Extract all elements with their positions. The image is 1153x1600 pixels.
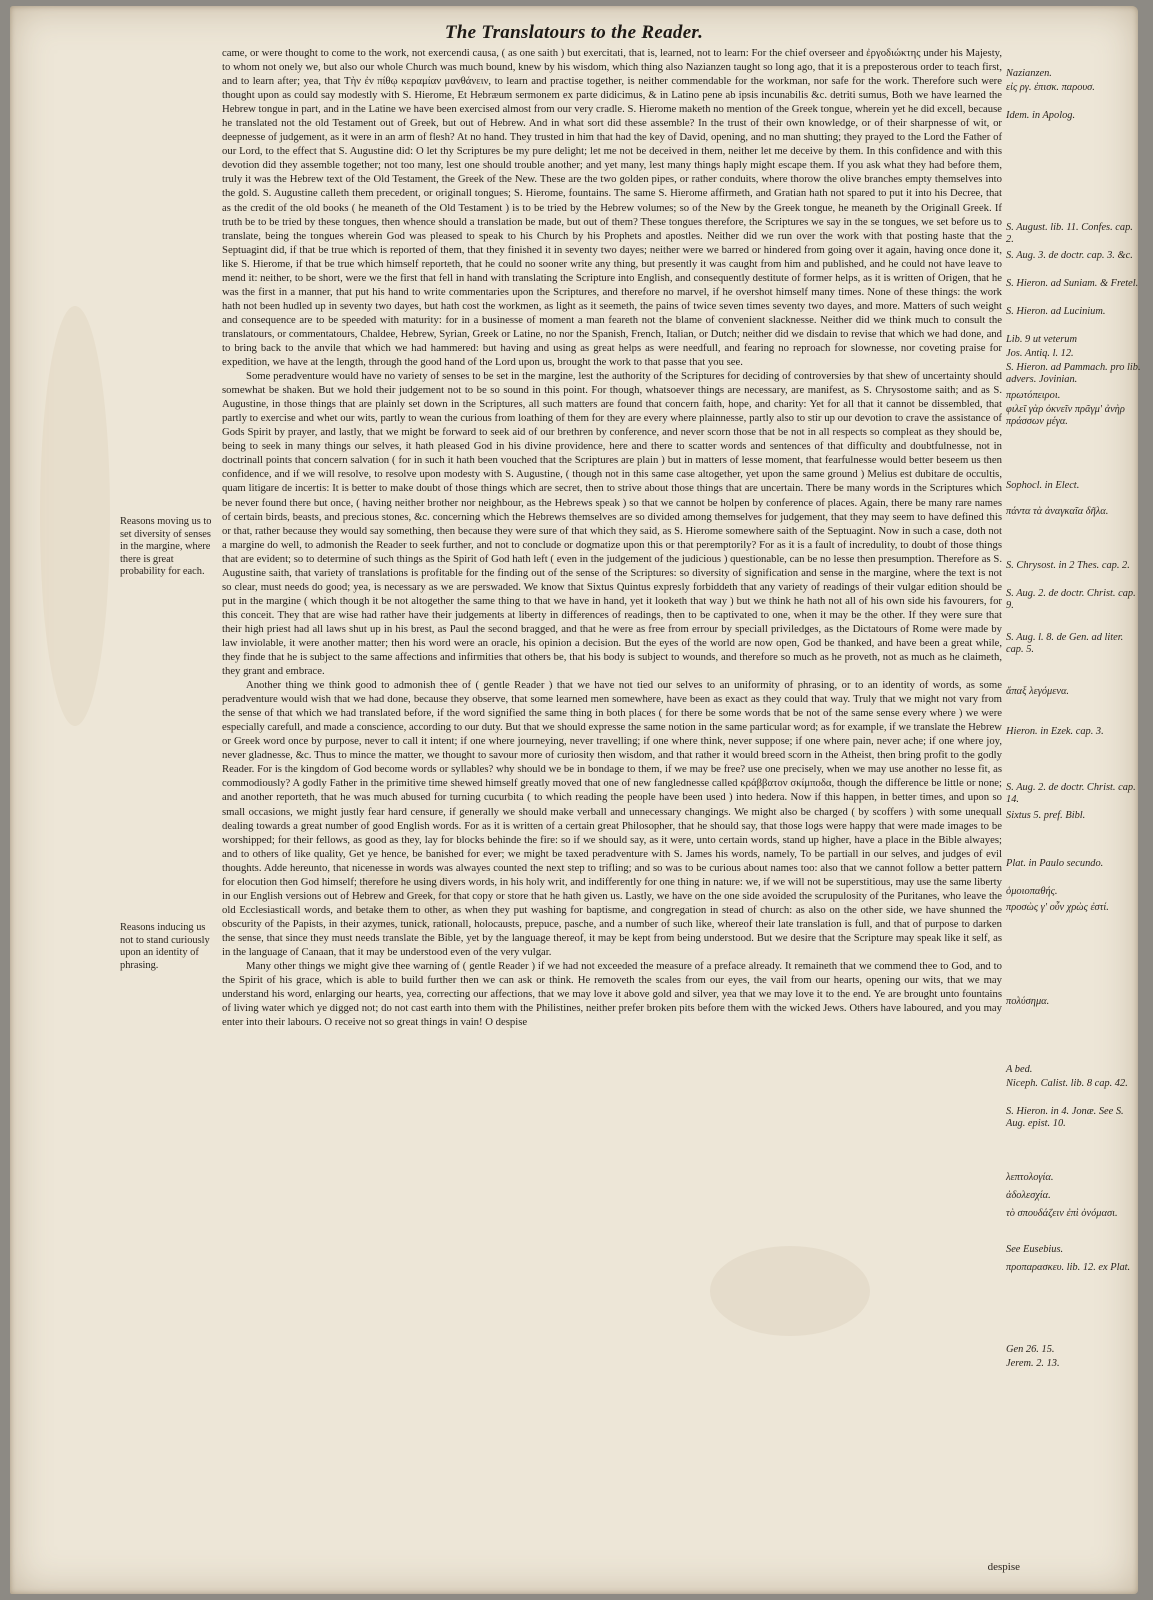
paragraph-1: came, or were thought to come to the work, not exercendi causa, ( as one saith ) but exercitati, that is, learned, not to learn: For the chief overseer and ἐργοδιώκτης under his Majesty, to whom not onely we, but also our whole Church was much bound, knew by his wisdom, which thing also Nazianzen taught so long ago, that it is a preposterous order to teach first, and to learn after; yea, that Τὴν ἐν πίθῳ κεραμίαν μανθάνειν, to learn and practise together, is neither commendable for the workman, nor safe for the work. Therefore such were thought upon as could say modestly with S. Hierome, Et Hebræum sermonem ex parte didicimus, & in Latino pene ab ipsis incunabilis &c. detriti sumus, Both we have learned the Hebrew tongue in part, and in the Latine we have been exercised almost from our very cradle. S. Hierome maketh no mention of the Greek tongue, wherein yet he did excell, because he translated not the old Testament out of Greek, but out of Hebrew. And in what sort did these assemble? In the trust of their own knowledge, or of their sharpnesse of wit, or deepnesse of judgement, as it were in an arm of flesh? At no hand. They trusted in him that had the key of David, opening, and no man shutting; they prayed to the Lord the Father of our Lord, to the effect that S. Augustine did: O let thy Scriptures be my pure delight; let me not be deceived in them, neither let me deceive by them. In this confidence and with this devotion did they assemble together; not too many, lest one should trouble another; and yet many, lest many things haply might escape them. If you ask what they had before them, truly it was the Hebrew text of the Old Testament, the Greek of the New. These are the two golden pipes, or rather conduits, where thorow the olive branches empty themselves into the gold. S. Augustine calleth them precedent, or originall tongues; S. Hierome, fountains. The same S. Hierome affirmeth, and Gratian hath not spared to put it into his Decree, that as the credit of the old books ( he meaneth of the Old Testament ) is to be tried by the Hebrew volumes; so of the New by the Greek tongue, he meaneth by the Originall Greek. If truth be to be tried by these tongues, then whence should a translation be made, but out of them? These tongues therefore, the Scriptures we say in the se tongues, we set before us to translate, being the tongues wherein God was pleased to speak to his Church by his Prophets and apostles. Neither did we run over the work with that posting haste that the Septuagint did, if that be true which is reported of them, that they finished it in seventy two dayes; neither were we barred or hindered from going over it again, having once done it, like S. Hierome, if that be true which himself reporteth, that he could no sooner write any thing, but presently it was caught from him and published, and he could not have leave to mend it: neither, to be short, were we the first that fell in hand with translating the Scripture into English, and consequently destitute of former helps, as it is written of Origen, that he was the first in a manner, that put his hand to write commentaries upon the Scriptures, and therefore no marvel, if he overshot himself many times. None of these things: the work hath not been hudled up in seventy two dayes, but hath cost the workmen, as light as it seemeth, the pains of twice seven times seventy two dayes, and more. Matters of such weight and consequence are to be speeded with maturity: for in a businesse of moment a man feareth not the blame of convenient slacknesse. Neither did we think much to consult the translatours, or commentatours, Chaldee, Hebrew, Syrian, Greek or Latine, no nor the Spanish, French, Italian, or Dutch; neither did we disdain to revise that which we had done, and to bring back to the anvile that which we had hammered: but having and using as great helps as were needfull, and fearing no reproach for slownesse, nor coveting praise for expedition, we have at the length, through the good hand of the Lord upon us, brought the work to that passe that you see. — [222, 47, 1002, 369]
margin-note: S. Aug. 2. de doctr. Christ. cap. 9. — [1006, 588, 1136, 612]
margin-note: ἅπαξ λεγόμενα. — [1006, 686, 1070, 697]
margin-note: Niceph. Calist. lib. 8 cap. 42. — [1006, 1078, 1128, 1089]
margin-note: See Eusebius. — [1006, 1244, 1064, 1255]
margin-note: Idem. in Apolog. — [1006, 110, 1076, 121]
margin-note: A bed. — [1006, 1064, 1033, 1075]
margin-note: φιλεῖ γὰρ ὀκνεῖν πρᾶγμ' ἀνὴρ πράσσων μέγα. — [1006, 404, 1125, 428]
margin-note: προπαρασκευ. lib. 12. ex Plat. — [1006, 1262, 1131, 1273]
running-head: The Translatours to the Reader. — [444, 22, 704, 43]
left-margin-note-diversity-of-senses: Reasons moving us to set diversity of senses in the margine, where there is great probability for each. — [120, 516, 212, 578]
margin-note: Lib. 9 ut veterum — [1006, 334, 1077, 345]
margin-note: Jos. Antiq. l. 12. — [1006, 348, 1074, 359]
margin-note: S. Chrysost. in 2 Thes. cap. 2. — [1006, 560, 1130, 571]
margin-note: ὁμοιοπαθής. — [1006, 886, 1058, 897]
margin-note: S. Hieron. in 4. Jonæ. See S. Aug. epist. 10. — [1006, 1106, 1124, 1130]
paragraph-2: Some peradventure would have no variety of senses to be set in the margine, lest the authority of the Scriptures for deciding of controversies by that shew of uncertainty should somewhat be shaken. But we hold their judgement not to be so sound in this point. For though, whatsoever things are necessary, are manifest, as S. Chrysostome saith; and as S. Augustine, in those things that are plainly set down in the Scriptures, all such matters are found that concern faith, hope, and charity: Yet for all that it cannot be dissembled, that partly to exercise and whet our wits, partly to wean the curious from loathing of them for they are every where plainnesse, partly also to stir up our devotion to crave the assistance of Gods Spirit by prayer, and lastly, that we might be forward to seek aid of our brethren by conference, and never scorn those that be not in all respects so compleat as they should be, being to seek in many things our selves, it hath pleased God in his divine providence, here and there to scatter words and sentences of that difficulty and doubtfulnesse, not in doctrinall points that concern salvation ( for in such it hath been vouched that the Scriptures are plain ) but in matters of lesse moment, that fearfulnesse would better beseem us then confidence, and if we will resolve, to resolve upon modesty with S. Augustine, ( though not in this same case altogether, yet upon the same ground ) Melius est dubitare de occultis, quam litigare de incertis: It is better to make doubt of those things which are secret, then to strive about those things that are uncertain. There be many words in the Scriptures which be never found there but once, ( having neither brother nor neighbour, as the Hebrews speak ) so that we cannot be holpen by conference of places. Again, there be many rare names of certain birds, beasts, and precious stones, &c. concerning which the Hebrews themselves are so divided among themselves for judgement, that they may seem to have defined this or that, rather because they would say something, then because they were sure of that which they said, as S. Hierome somewhere saith of the Septuagint. Now in such a case, doth not a margine do well, to admonish the Reader to seek further, and not to conclude or dogmatize upon this or that peremptorily? For as it is a fault of incredulity, to doubt of those things that are evident; so to determine of such things as the Spirit of God hath left ( even in the judgement of the judicious ) questionable, can be no lesse then presumption. Therefore as S. Augustine saith, that variety of translations is profitable for the finding out of the sense of the Scriptures: so diversity of signification and sense in the margine, where the text is not so clear, must needs do good; yea, is necessary as we are perswaded. We know that Sixtus Quintus expresly forbiddeth that any variety of readings of their vulgar edition should be put in the margine ( which though it be not altogether the same thing to that we have in hand, yet it looketh that way ) but we think he hath not all of his own side his favourers, for this conceit. They that are wise had rather have their judgements at liberty in differences of readings, then to be captivated to one, when it may be the other. If they were sure that their high priest had all laws shut up in his brest, as Paul the second bragged, and that he were as free from errour by speciall priviledges, as the Dictatours of Rome were made by law inviolable, it were another matter; then his word were an oracle, his opinion a decision. But the eyes of the world are now open, God be thanked, and have been a great while, they finde that he is subject to the same affections and infirmities that others be, that his body is subject to wounds, and therefore so much as he proveth, not as much as he claimeth, they grant and embrace. — [222, 370, 1002, 678]
margin-note: λεπτολογία. — [1006, 1172, 1054, 1183]
left-margin-note-identity-of-phrasing: Reasons inducing us not to stand curiously upon an identity of phrasing. — [120, 922, 210, 971]
margin-note: πρωτόπειροι. — [1006, 390, 1061, 401]
page-sheet — [10, 6, 1141, 1594]
margin-note: Plat. in Paulo secundo. — [1006, 858, 1104, 869]
paper-stain — [710, 1246, 870, 1336]
margin-note: S. Aug. 2. de doctr. Christ. cap. 14. — [1006, 782, 1136, 806]
margin-note: S. Hieron. ad Pammach. pro lib. advers. Jovinian. — [1006, 362, 1141, 386]
paper-stain — [40, 306, 110, 726]
margin-note: S. Hieron. ad Lucinium. — [1006, 306, 1106, 317]
margin-note: τὸ σπουδάζειν ἐπὶ ὀνόμασι. — [1006, 1208, 1118, 1219]
paragraph-4: Many other things we might give thee warning of ( gentle Reader ) if we had not exceeded the measure of a preface already. It remaineth that we commend thee to God, and to the Spirit of his grace, which is able to build further then we can ask or think. He removeth the scales from our eyes, the vail from our hearts, opening our wits, that we may understand his word, enlarging our hearts, yea, correcting our affections, that we may love it above gold and silver, yea that we may love it to the end. Ye are brought unto fountains of living water which ye digged not; do not cast earth into them with the Philistines, neither prefer broken pits before them with the wicked Jews. Others have laboured, and you may enter into their labours. O receive not so great things in vain! O despise — [222, 960, 1002, 1029]
catchword: despise — [987, 1561, 1020, 1573]
margin-note: Sixtus 5. pref. Bibl. — [1006, 810, 1086, 821]
margin-note: πάντα τὰ ἀναγκαῖα δῆλα. — [1006, 506, 1109, 517]
margin-note: Jerem. 2. 13. — [1006, 1358, 1060, 1369]
margin-note: Gen 26. 15. — [1006, 1344, 1055, 1355]
margin-note: Hieron. in Ezek. cap. 3. — [1006, 726, 1104, 737]
margin-note: ἀδολεσχία. — [1006, 1190, 1051, 1201]
margin-note: S. Aug. 3. de doctr. cap. 3. &c. — [1006, 250, 1133, 261]
margin-note: προσὼς γ' οὖν χρὼς ἐστί. — [1006, 902, 1109, 913]
margin-note: S. Hieron. ad Suniam. & Fretel. — [1006, 278, 1139, 289]
margin-note: πολύσημα. — [1006, 996, 1050, 1007]
margin-note: S. August. lib. 11. Confes. cap. 2. — [1006, 222, 1133, 246]
paragraph-3: Another thing we think good to admonish thee of ( gentle Reader ) that we have not tied our selves to an uniformity of phrasing, or to an identity of words, as some peradventure would wish that we had done, because they observe, that some learned men somewhere, have been as exact as they could that way. Truly that we might not vary from the sense of that which we had translated before, if the word signified the same thing in both places ( for there be some words that be not of the same sense every where ) we were especially carefull, and made a conscience, according to our duty. But that we should expresse the same notion in the same particular word; as for example, if we translate the Hebrew or Greek word once by purpose, never to call it intent; if one where journeying, never travelling; if one where think, never suppose; if one where pain, never ache; if one where joy, never gladnesse, &c. Thus to mince the matter, we thought to savour more of curiosity then wisdom, and that rather it would breed scorn in the Atheist, then bring profit to the godly Reader. For is the kingdom of God become words or syllables? why should we be in bondage to them, if we may be free? use one precisely, when we may use another no lesse fit, as commodiously? A godly Father in the primitive time shewed himself greatly moved that one of new fanglednesse called κράββατον σκίμποδα, though the difference be little or none; and another reporteth, that he was much abused for turning cucurbita ( to which reading the people have been used ) into hedera. Now if this happen, in better times, and upon so small occasions, we might justly fear hard censure, if generally we should make verball and unnecessary changings. We might also be charged ( by scoffers ) with some unequall dealing towards a great number of good English words. For as it is written of a certain great Philosopher, that he should say, that those logs were happy that were made images to be worshipped; for their fellows, as good as they, lay for blocks behinde the fire: so if we should say, as it were, unto certain words, stand up higher, have a place in the Bible alwayes; and to others of like quality, Get ye hence, be banished for ever; we might be taxed peradventure with S. James his words, namely, To be partiall in our selves, and judges of evil thoughts. Adde hereunto, that nicenesse in words was alwayes counted the next step to trifling; and so was to be curious about names too: also that we cannot follow a better pattern for elocution then God himself; therefore he using divers words, in his holy writ, and indifferently for one thing in nature: we, if we will not be superstitious, may use the same liberty in our English versions out of Hebrew and Greek, for that copy or store that he hath given us. Lastly, we have on the one side avoided the scrupulosity of the Puritanes, who leave the old Ecclesiasticall words, and betake them to other, as when they put washing for baptisme, and congregation in stead of church: as also on the other side, we have shunned the obscurity of the Papists, in their azymes, tunick, rationall, holocausts, prepuce, pasche, and a number of such like, whereof their late translation is full, and that of purpose to darken the sense, that since they must needs translate the Bible, yet by the language thereof, it may be kept from being understood. But we desire that the Scripture may speak like it self, as in the language of Canaan, that it may be understood even of the very vulgar. — [222, 679, 1002, 958]
margin-note: S. Aug. l. 8. de Gen. ad liter. cap. 5. — [1006, 632, 1124, 656]
margin-note: Nazianzen. — [1006, 68, 1052, 79]
margin-note: Sophocl. in Elect. — [1006, 480, 1080, 491]
body-text — [222, 46, 1002, 1029]
margin-note: εἰς ργ. ἐπισκ. παρουσ. — [1006, 82, 1095, 93]
